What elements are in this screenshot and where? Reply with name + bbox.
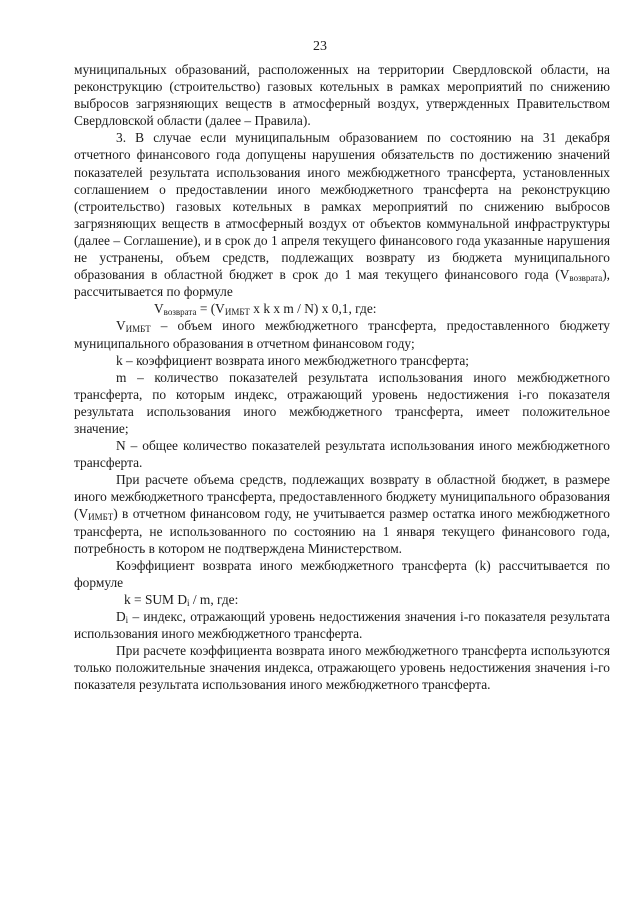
paragraph-text: 3. В случае если муниципальным образованием по состоянию на 31 декабря отчетного финансового года допущены нарушения обязательств по достижению значений показателей результата использования иного межбюджетного трансферта, установленных соглашением о предоставлении иного межбюджетного трансферта на реконструкцию (строительство) газовых котельных в рамках мероприятий по снижению выбросов загрязняющих веществ в атмосферный воздух от объектов коммунальной инфраструктуры (далее – Соглашение), и в срок до 1 апреля текущего финансового года указанные нарушения не устранены, объем средств, подлежащих возврату из бюджета муниципального образования в областной бюджет в срок до 1 мая текущего финансового года (V [74,130,610,283]
page-number: 23 [313,39,327,54]
paragraph-definition-m: m – количество показателей результата использования иного межбюджетного трансферта, по которым индекс, отражающий уровень недостижения i-го показателя результата использования иного межбюджетного трансферта, имеет положительное значение; [74,369,610,436]
paragraph-text: ) в отчетном финансовом году, не учитывается размер остатка иного межбюджетного трансферта, не использованного по состоянию на 1 января текущего финансового года, потребность в котором не подтверждена Министерством. [74,506,610,556]
subscript: ИМБТ [224,307,250,318]
formula-text: V [154,301,164,317]
subscript: i [186,597,190,608]
subscript: ИМБТ [125,324,151,335]
paragraph-definition-vimbt [74,317,610,351]
formula-text: / m, где: [189,591,239,607]
paragraph-text: – индекс, отражающий уровень недостижения значения i-го показателя результата использования иного межбюджетного трансферта. [74,609,610,642]
paragraph-text: V [116,318,126,334]
paragraph-positive-values: При расчете коэффициента возврата иного межбюджетного трансферта используются только положительные значения индекса, отражающего уровень недостижения значения i-го показателя результата использования иного межбюджетного трансферта. [74,643,610,693]
document-body [74,61,610,693]
paragraph-calculation-note [74,471,610,556]
paragraph-text: D [116,609,126,624]
paragraph-text: муниципальных образований, расположенных на территории Свердловской области, на реконструкцию (строительство) газовых котельных в рамках мероприятий по снижению выбросов загрязняющих веществ в атмосферный воздух, утвержденных Правительством Свердловской области (далее – Правила). [74,62,610,129]
subscript: i [125,615,129,625]
formula-text: k = SUM D [124,591,187,607]
subscript: возврата [163,307,197,318]
paragraph-text: – объем иного межбюджетного трансферта, предоставленного бюджету муниципального образования в отчетном финансовом году; [74,318,610,351]
paragraph-definition-di [74,608,610,642]
paragraph-text: ), рассчитывается по формуле [74,267,610,300]
formula-coefficient [74,591,610,608]
formula-text: x k x m / N) x 0,1, где: [249,301,377,317]
paragraph-definition-k: k – коэффициент возврата иного межбюджетного трансферта; [116,352,470,368]
paragraph-coefficient-intro: Коэффициент возврата иного межбюджетного трансферта (k) рассчитывается по формуле [74,557,610,590]
formula-text: = (V [196,301,225,317]
paragraph-rules-continuation [74,61,610,129]
subscript: возврата [569,273,603,284]
paragraph-text: При расчете объема средств, подлежащих возврату в областной бюджет, в размере иного межбюджетного трансферта, предоставленного бюджету муниципального образования (V [74,472,610,522]
paragraph-definition-n: N – общее количество показателей результата использования иного межбюджетного трансферта. [74,438,610,471]
subscript: ИМБТ [88,512,114,523]
paragraph-clause-3 [74,129,610,300]
formula-return-volume [74,300,610,317]
